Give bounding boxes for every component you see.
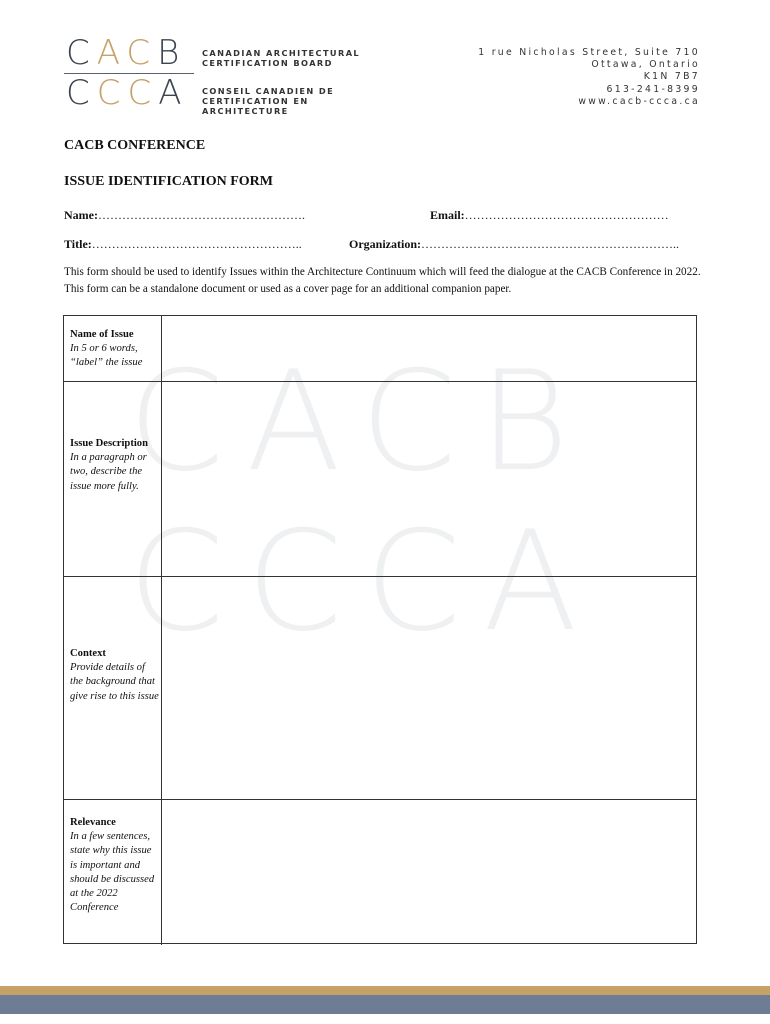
row-label-name: Context bbox=[70, 648, 106, 659]
email-label: Email: bbox=[430, 208, 465, 222]
name-label: Name: bbox=[64, 208, 98, 222]
row-label bbox=[70, 816, 159, 915]
row-label-name: Relevance bbox=[70, 817, 116, 828]
address-line-phone: 613-241-8399 bbox=[606, 83, 700, 95]
logo-name-en-line1: CANADIAN ARCHITECTURAL bbox=[202, 48, 361, 58]
email-blank[interactable]: …………………………………………… bbox=[464, 208, 669, 222]
organization-label: Organization: bbox=[349, 237, 421, 251]
row-label-cell bbox=[64, 316, 162, 381]
title-field[interactable] bbox=[64, 237, 302, 252]
organization-blank[interactable]: ……………………………………………………….. bbox=[421, 237, 679, 251]
row-label-name: Name of Issue bbox=[70, 329, 134, 340]
title-blank[interactable]: …………………………………………….. bbox=[91, 237, 302, 251]
intro-paragraph: This form should be used to identify Issues within the Architecture Continuum which will feed the dialogue at the CACB Conference in 2022. This form can be a standalone document or used as a cover page for an additional companion paper. bbox=[64, 266, 701, 295]
logo-name-en bbox=[202, 48, 360, 68]
address-line-postal: K1N 7B7 bbox=[643, 71, 700, 83]
row-label-hint: In a paragraph or two, describe the issue more fully. bbox=[70, 452, 147, 492]
logo-name-fr bbox=[202, 86, 394, 116]
row-label-name: Issue Description bbox=[70, 438, 148, 449]
name-field[interactable] bbox=[64, 208, 305, 223]
logo-abbr-fr: CCCA bbox=[66, 73, 189, 113]
row-label-hint: In 5 or 6 words, “label” the issue bbox=[70, 343, 143, 369]
watermark-abbr-en: CACB bbox=[128, 341, 592, 502]
address-line-website[interactable]: www.cacb-ccca.ca bbox=[578, 95, 700, 107]
name-blank[interactable]: ……………………………………………. bbox=[97, 208, 305, 222]
cacb-logo bbox=[64, 33, 394, 116]
row-label-hint: In a few sentences, state why this issue is important and should be discussed at the 2022 Conference bbox=[70, 831, 155, 914]
row-label bbox=[70, 328, 159, 371]
table-row-relevance bbox=[64, 800, 696, 945]
context-answer[interactable] bbox=[162, 577, 696, 799]
row-label-cell bbox=[64, 577, 162, 799]
footer-slate-bar bbox=[0, 995, 770, 1014]
issue-form-table bbox=[63, 315, 697, 944]
organization-field[interactable] bbox=[349, 237, 679, 252]
issue-description-answer[interactable] bbox=[162, 382, 696, 576]
row-label bbox=[70, 647, 159, 704]
form-title: ISSUE IDENTIFICATION FORM bbox=[64, 174, 273, 189]
address-line-street: 1 rue Nicholas Street, Suite 710 bbox=[478, 47, 700, 58]
logo-abbr-en: CACB bbox=[66, 33, 187, 73]
table-row-name-of-issue bbox=[64, 316, 696, 382]
name-of-issue-answer[interactable] bbox=[162, 316, 696, 381]
row-label-cell bbox=[64, 382, 162, 576]
row-label-cell bbox=[64, 800, 162, 945]
table-row-context bbox=[64, 577, 696, 800]
title-label: Title: bbox=[64, 237, 92, 251]
email-field[interactable] bbox=[430, 208, 669, 223]
footer-gold-bar bbox=[0, 986, 770, 995]
row-label-hint: Provide details of the background that give rise to this issue bbox=[70, 662, 159, 702]
logo-name-fr-line2: CERTIFICATION EN ARCHITECTURE bbox=[202, 96, 309, 116]
table-row-issue-description bbox=[64, 382, 696, 577]
logo-name-en-line2: CERTIFICATION BOARD bbox=[202, 58, 333, 68]
address-line-city: Ottawa, Ontario bbox=[591, 59, 700, 71]
watermark-abbr-fr: CCCA bbox=[128, 501, 600, 662]
logo-name-fr-line1: CONSEIL CANADIEN DE bbox=[202, 86, 335, 96]
address-block bbox=[478, 47, 700, 108]
relevance-answer[interactable] bbox=[162, 800, 696, 945]
row-label bbox=[70, 437, 159, 494]
conference-title: CACB CONFERENCE bbox=[64, 138, 206, 153]
